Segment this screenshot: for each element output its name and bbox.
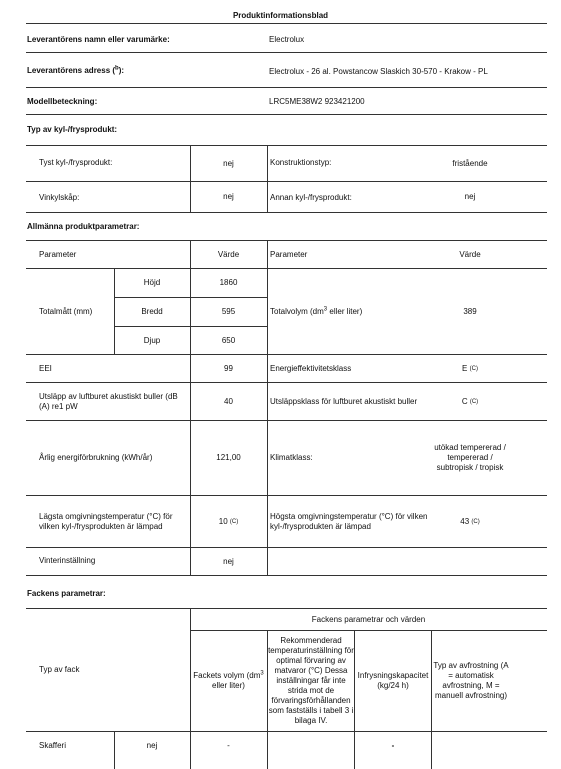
height-label: Höjd xyxy=(143,278,161,287)
annual-energy-value: 121,00 xyxy=(216,453,241,462)
silent-product-value: nej xyxy=(223,158,234,168)
wine-cabinet-value: nej xyxy=(223,192,234,201)
total-volume-label: Totalvolym ($dm^3$ eller liter) xyxy=(270,306,363,316)
noise-class-label: Utsläppsklass för luftburet akustiskt buller xyxy=(270,397,418,406)
construction-type-value: fristående xyxy=(452,158,488,168)
min-ambient-temp-label: Lägsta omgivningstemperatur (°C) för vilken kyl-/frysprodukten är lämpad xyxy=(39,511,173,531)
compartment-group-header: Fackens parametrar och värden xyxy=(311,614,426,624)
pantry-label: Skafferi xyxy=(39,741,66,750)
recommended-temp-header: Rekommenderad temperaturinställning för optimal förvaring av matvaror (°C) Dessa inställningar får inte strida mot de förvaringsförhållanden som fastställs i tabell 3 i bilaga IV. xyxy=(268,636,354,725)
pantry-freezing-value: - xyxy=(391,741,395,750)
winter-setting-label: Vinterinställning xyxy=(39,556,96,565)
height-value: 1860 xyxy=(219,278,238,287)
divider xyxy=(26,52,547,53)
total-volume-value: 389 xyxy=(463,306,477,316)
energy-class-label: Energieffektivitetsklass xyxy=(270,364,352,373)
compartment-volume-header: Fackets volym ($dm^3$ eller liter) xyxy=(193,670,264,690)
other-product-value: nej xyxy=(464,192,476,201)
divider xyxy=(26,547,547,548)
construction-type-label: Konstruktionstyp: xyxy=(270,158,332,167)
divider xyxy=(190,240,191,575)
freezing-capacity-header: Infrysningskapacitet (kg/24 h) xyxy=(357,671,429,690)
defrost-type-header: Typ av avfrostning (A = automatisk avfrostning, M = manuell avfrostning) xyxy=(433,661,509,700)
model-value: LRC5ME38W2 923421200 xyxy=(269,97,365,106)
column-header-parameter: Parameter xyxy=(39,250,77,259)
model-label: Modellbeteckning: xyxy=(27,97,98,106)
supplier-address-value: Electrolux - 26 al. Powstancow Slaskich 30-570 - Krakow - PL xyxy=(269,67,488,76)
divider xyxy=(114,268,115,354)
divider xyxy=(26,212,547,213)
eei-value: 99 xyxy=(224,363,233,373)
column-header-parameter-2: Parameter xyxy=(270,250,308,259)
divider xyxy=(267,630,268,769)
min-ambient-temp-value: 10 (C) xyxy=(218,516,239,526)
noise-emission-value: 40 xyxy=(224,396,233,406)
section-heading-compartments: Fackens parametrar: xyxy=(27,589,106,598)
winter-setting-value: nej xyxy=(223,556,234,566)
climate-class-value: utökad tempererad / tempererad / subtropisk / tropisk xyxy=(434,443,506,472)
width-value: 595 xyxy=(221,307,236,316)
divider xyxy=(431,630,432,769)
page-title: Produktinformationsblad xyxy=(232,11,329,20)
depth-label: Djup xyxy=(143,335,161,345)
divider xyxy=(190,145,191,212)
divider xyxy=(26,575,547,576)
pantry-present-value: nej xyxy=(146,741,158,750)
divider xyxy=(190,608,191,769)
depth-value: 650 xyxy=(221,335,236,345)
noise-class-value: C (C) xyxy=(461,396,479,406)
max-ambient-temp-value: 43 (C) xyxy=(460,516,480,526)
divider xyxy=(26,23,547,24)
section-heading-general: Allmänna produktparametrar: xyxy=(27,222,140,231)
max-ambient-temp-label: Högsta omgivningstemperatur (°C) för vilken kyl-/frysprodukten är lämpad xyxy=(270,511,428,531)
pantry-volume-value: - xyxy=(227,741,230,750)
dimensions-label: Totalmått (mm) xyxy=(39,307,93,316)
divider xyxy=(267,145,268,212)
column-header-value-2: Värde xyxy=(459,249,481,259)
supplier-address-label: Leverantörens adress ($^b$): xyxy=(27,65,125,75)
noise-emission-label: Utsläpp av luftburet akustiskt buller (dB (A) re1 pW xyxy=(39,391,178,411)
divider xyxy=(267,240,268,575)
other-product-label: Annan kyl-/frysprodukt: xyxy=(270,193,352,202)
silent-product-label: Tyst kyl-/frysprodukt: xyxy=(39,158,113,167)
divider xyxy=(26,731,547,732)
section-heading-type: Typ av kyl-/frysprodukt: xyxy=(27,125,118,134)
wine-cabinet-label: Vinkylskåp: xyxy=(39,193,80,202)
divider xyxy=(26,87,547,88)
divider xyxy=(354,630,355,769)
annual-energy-label: Årlig energiförbrukning (kWh/år) xyxy=(39,453,153,462)
column-header-value: Värde xyxy=(217,249,240,259)
climate-class-label: Klimatklass: xyxy=(270,453,313,462)
compartment-type-label: Typ av fack xyxy=(39,665,80,674)
supplier-name-value: Electrolux xyxy=(269,35,305,44)
divider xyxy=(114,731,115,769)
eei-label: EEI xyxy=(39,364,52,373)
width-label: Bredd xyxy=(141,307,163,316)
energy-class-value: E (C) xyxy=(462,363,478,373)
divider xyxy=(26,114,547,115)
supplier-name-label: Leverantörens namn eller varumärke: xyxy=(27,35,170,44)
